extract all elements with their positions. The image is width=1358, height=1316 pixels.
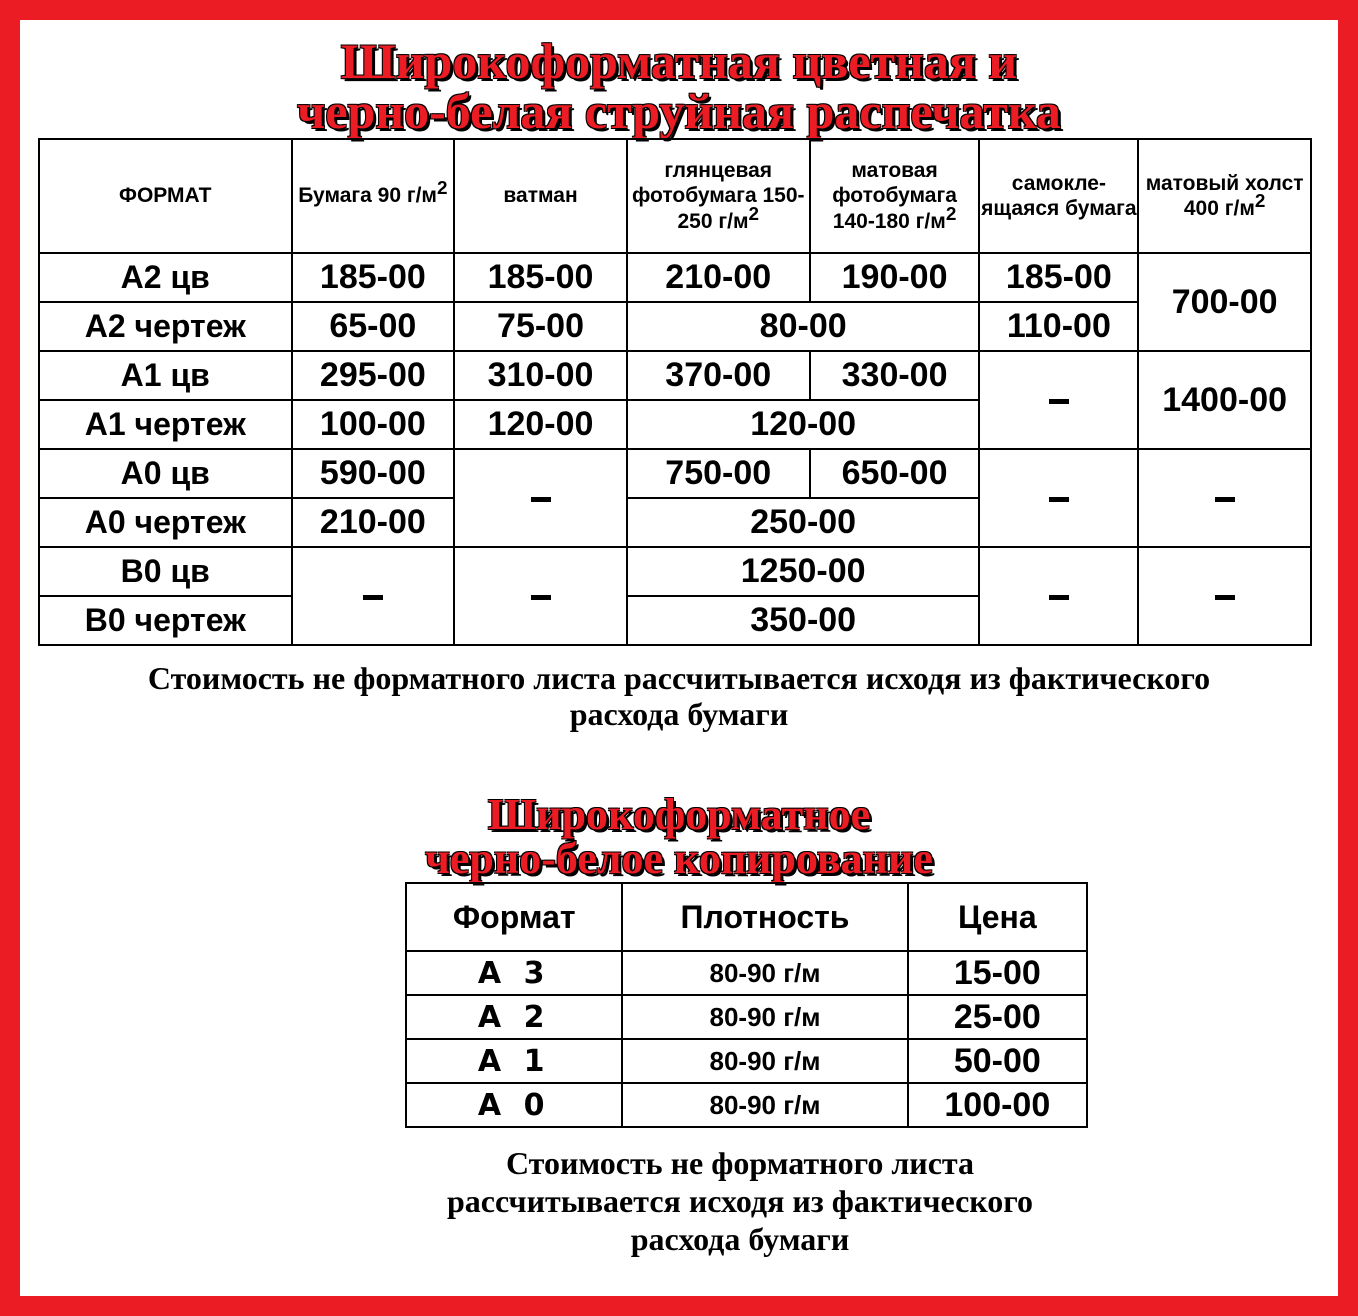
- density-cell: 80-90 г/м: [622, 1039, 907, 1083]
- header-paper90: Бумага 90 $г/м^2$: [292, 139, 455, 253]
- format-cell: А 0: [406, 1083, 622, 1127]
- main-title: [20, 33, 1338, 139]
- unavailable-cell: [1138, 449, 1311, 547]
- table-row: [39, 253, 1311, 302]
- note-line: рассчитывается исходя из фактического: [446, 1183, 1034, 1219]
- header-density: Плотность: [622, 883, 907, 951]
- unavailable-cell: [979, 449, 1138, 547]
- copy-nonstandard-note: [300, 1144, 1180, 1258]
- price-cell: 590-00: [292, 449, 455, 498]
- price-cell: 700-00: [1138, 253, 1311, 351]
- dash-icon: [531, 595, 551, 600]
- price-cell: 1250-00: [627, 547, 980, 596]
- main-title-line2: черно-белая струйная распечатка: [297, 83, 1061, 139]
- price-cell: 330-00: [810, 351, 980, 400]
- row-label: А1 цв: [39, 351, 292, 400]
- price-cell: 650-00: [810, 449, 980, 498]
- dash-icon: [363, 595, 383, 600]
- unavailable-cell: [454, 449, 627, 547]
- dash-icon: [1215, 497, 1235, 502]
- price-cell: 120-00: [454, 400, 627, 449]
- copy-section-title: [20, 790, 1338, 883]
- header-matte-photo: матовая фотобумага 140-180 $г/м^2$: [810, 139, 980, 253]
- price-cell: 110-00: [979, 302, 1138, 351]
- header-glossy-photo: глянцевая фотобумага 150-250 $г/м^2$: [627, 139, 810, 253]
- row-label: А2 чертеж: [39, 302, 292, 351]
- header-format: Формат: [406, 883, 622, 951]
- unavailable-cell: [1138, 547, 1311, 645]
- row-label: А2 цв: [39, 253, 292, 302]
- table-row: [406, 1083, 1087, 1127]
- row-label: А1 чертеж: [39, 400, 292, 449]
- price-cell: 25-00: [908, 995, 1087, 1039]
- density-cell: 80-90 г/м: [622, 951, 907, 995]
- density-cell: 80-90 г/м: [622, 995, 907, 1039]
- price-cell: 185-00: [454, 253, 627, 302]
- copy-title-line1: Широкоформатное: [487, 790, 871, 839]
- nonstandard-sheet-note: [20, 660, 1338, 732]
- price-cell: 100-00: [292, 400, 455, 449]
- price-cell: 750-00: [627, 449, 810, 498]
- price-cell: 80-00: [627, 302, 980, 351]
- table-row: [39, 547, 1311, 596]
- dash-icon: [1049, 399, 1069, 404]
- dash-icon: [531, 497, 551, 502]
- table-row: [406, 951, 1087, 995]
- table-row: [39, 449, 1311, 498]
- price-cell: 65-00: [292, 302, 455, 351]
- table-row: [39, 351, 1311, 400]
- price-cell: 210-00: [292, 498, 455, 547]
- price-cell: 250-00: [627, 498, 980, 547]
- row-label: А0 чертеж: [39, 498, 292, 547]
- unavailable-cell: [454, 547, 627, 645]
- format-cell: А 1: [406, 1039, 622, 1083]
- unavailable-cell: [292, 547, 455, 645]
- header-format: ФОРМАТ: [39, 139, 292, 253]
- unavailable-cell: [979, 547, 1138, 645]
- main-title-line1: Широкоформатная цветная и: [340, 33, 1018, 89]
- price-cell: 295-00: [292, 351, 455, 400]
- header-canvas: матовый холст 400 $г/м^2$: [1138, 139, 1311, 253]
- price-cell: 185-00: [979, 253, 1138, 302]
- header-self-adhesive: самокле- ящаяся бумага: [979, 139, 1138, 253]
- dash-icon: [1049, 595, 1069, 600]
- price-cell: 75-00: [454, 302, 627, 351]
- note-line: Стоимость не форматного листа: [505, 1145, 975, 1181]
- price-cell: 100-00: [908, 1083, 1087, 1127]
- row-label: В0 цв: [39, 547, 292, 596]
- table-row: [406, 1039, 1087, 1083]
- row-label: В0 чертеж: [39, 596, 292, 645]
- note-line: расхода бумаги: [630, 1221, 850, 1257]
- table-header-row: [39, 139, 1311, 253]
- price-cell: 185-00: [292, 253, 455, 302]
- dash-icon: [1215, 595, 1235, 600]
- header-price: Цена: [908, 883, 1087, 951]
- header-vatman: ватман: [454, 139, 627, 253]
- price-cell: 50-00: [908, 1039, 1087, 1083]
- unavailable-cell: [979, 351, 1138, 449]
- price-cell: 15-00: [908, 951, 1087, 995]
- price-cell: 120-00: [627, 400, 980, 449]
- table-header-row: [406, 883, 1087, 951]
- dash-icon: [1049, 497, 1069, 502]
- price-cell: 310-00: [454, 351, 627, 400]
- price-cell: 190-00: [810, 253, 980, 302]
- price-cell: 350-00: [627, 596, 980, 645]
- note-line: Стоимость не форматного листа рассчитывается исходя из фактического: [147, 660, 1211, 696]
- density-cell: 80-90 г/м: [622, 1083, 907, 1127]
- table-row: [406, 995, 1087, 1039]
- price-cell: 210-00: [627, 253, 810, 302]
- format-cell: А 2: [406, 995, 622, 1039]
- format-cell: А 3: [406, 951, 622, 995]
- price-cell: 370-00: [627, 351, 810, 400]
- row-label: А0 цв: [39, 449, 292, 498]
- table-row: [39, 302, 1311, 351]
- price-cell: 1400-00: [1138, 351, 1311, 449]
- copy-title-line2: черно-белое копирование: [425, 834, 933, 883]
- note-line: расхода бумаги: [569, 696, 789, 732]
- print-price-table: [38, 138, 1312, 646]
- copy-price-table: [405, 882, 1088, 1128]
